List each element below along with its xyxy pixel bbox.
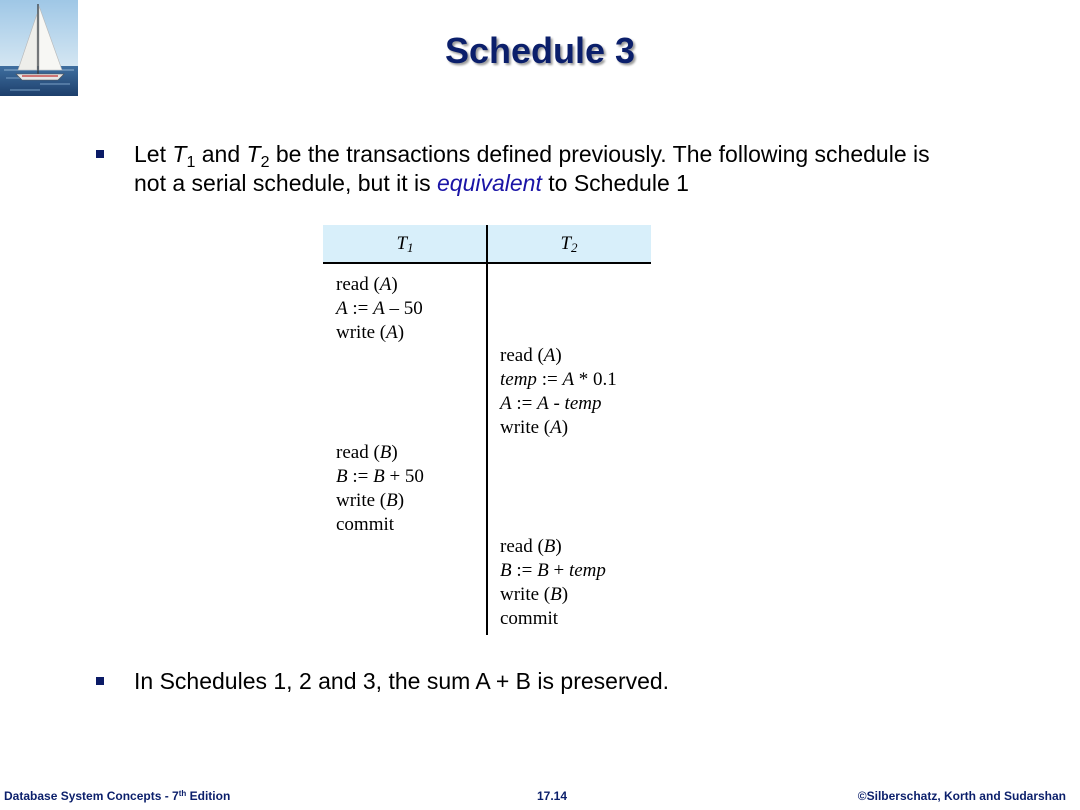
header-t2-sub: 2 (571, 240, 578, 255)
column-divider (486, 225, 488, 635)
column-header-t1 (323, 225, 487, 264)
op-line: commit (336, 514, 395, 535)
op-line: B := B + temp (500, 560, 606, 581)
column-header-t2 (487, 225, 651, 264)
header-t2-base: T (560, 233, 572, 254)
slide-title: Schedule 3 (444, 30, 636, 71)
op-line: commit (500, 608, 559, 629)
footer-book-end: Edition (186, 789, 231, 803)
t2-subscript: 2 (260, 154, 270, 171)
t1-ops-block-1 (336, 273, 423, 345)
footer-book-title (4, 789, 230, 803)
square-bullet-icon (96, 150, 104, 158)
op-line: A := A – 50 (336, 298, 423, 319)
intro-prefix: Let (134, 141, 173, 167)
bullet-conclusion-text: In Schedules 1, 2 and 3, the sum A + B is preserved. (134, 668, 670, 694)
op-line: temp := A * 0.1 (500, 369, 617, 390)
header-t1-sub: 1 (407, 240, 414, 255)
op-line: write (A) (336, 322, 405, 343)
bullet-conclusion (96, 667, 966, 696)
bullet-intro-text (134, 140, 966, 198)
intro-mid: be the transactions defined previously. The following schedule is not a serial schedule, but it is (134, 141, 930, 196)
schedule-table (323, 225, 651, 635)
op-line: read (B) (336, 442, 398, 463)
square-bullet-icon (96, 677, 104, 685)
op-line: A := A - temp (500, 393, 602, 414)
op-line: write (B) (500, 584, 569, 605)
footer-book-main: Database System Concepts - 7 (4, 789, 179, 803)
header-t1-base: T (396, 233, 408, 254)
footer-copyright: ©Silberschatz, Korth and Sudarshan (857, 789, 1066, 803)
t1-subscript: 1 (186, 154, 196, 171)
op-line: read (A) (336, 274, 398, 295)
intro-suffix: to Schedule 1 (541, 170, 689, 196)
t2-ops-block-2 (500, 535, 606, 631)
op-line: B := B + 50 (336, 466, 424, 487)
bullet-intro (96, 140, 966, 198)
footer-book-sup: th (178, 789, 187, 798)
equivalent-emphasis: equivalent (437, 170, 542, 196)
op-line: read (B) (500, 536, 562, 557)
t1-ops-block-2 (336, 441, 424, 537)
intro-and: and (195, 141, 247, 167)
t1-symbol: T (172, 141, 187, 167)
footer-slide-number: 17.14 (537, 789, 568, 803)
op-line: read (A) (500, 345, 562, 366)
op-line: write (B) (336, 490, 405, 511)
op-line: write (A) (500, 417, 569, 438)
t2-symbol: T (246, 141, 261, 167)
t2-ops-block-1 (500, 344, 617, 440)
